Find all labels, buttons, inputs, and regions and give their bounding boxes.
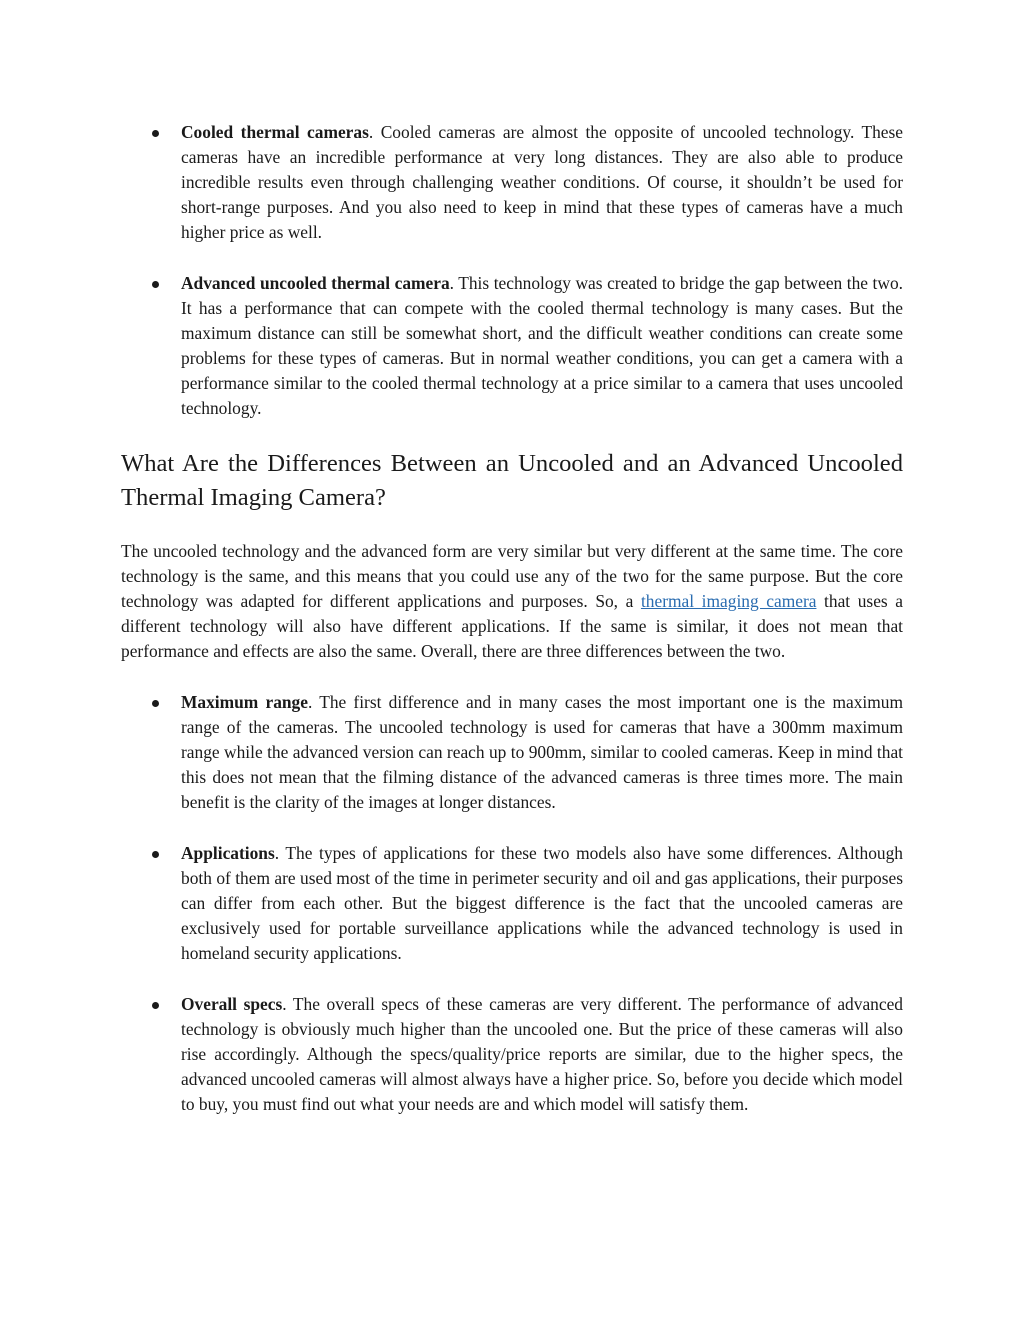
bullet-term: Maximum range (181, 692, 308, 712)
list-item-applications (121, 841, 903, 966)
bullet-icon (152, 851, 159, 858)
section-heading: What Are the Differences Between an Uncooled and an Advanced Uncooled Thermal Imaging Camera? (121, 450, 903, 511)
list-item-overall-specs (121, 992, 903, 1117)
bullet-term: Cooled thermal cameras (181, 122, 369, 142)
bullet-icon (152, 1002, 159, 1009)
bullet-text: . This technology was created to bridge the gap between the two. It has a performance that can compete with the cooled thermal technology is many cases. But the maximum distance can still be somewhat short, and the difficult weather conditions can create some problems for these types of cameras. But in normal weather conditions, you can get a camera with a performance similar to the cooled thermal technology at a price similar to a camera that uses uncooled technology. (181, 273, 903, 418)
differences-list (121, 690, 903, 1117)
bullet-term: Applications (181, 843, 275, 863)
bullet-text: . The first difference and in many cases the most important one is the maximum range of the cameras. The uncooled technology is used for cameras that have a 300mm maximum range while the advanced version can reach up to 900mm, similar to cooled cameras. Keep in mind that this does not mean that the filming distance of the advanced cameras is three times more. The main benefit is the clarity of the images at longer distances. (181, 692, 903, 812)
bullet-term: Advanced uncooled thermal camera (181, 273, 450, 293)
list-item-advanced-uncooled-thermal-camera (121, 271, 903, 421)
bullet-icon (152, 281, 159, 288)
bullet-icon (152, 700, 159, 707)
bullet-term: Overall specs (181, 994, 283, 1014)
intro-text-before-link: The uncooled technology and the advanced form are very similar but very different at the same time. The core technology is the same, and this means that you could use any of the two for the same purpose. But the core technology was adapted for different applications and purposes. So, a (121, 541, 903, 611)
bullet-icon (152, 130, 159, 137)
thermal-imaging-camera-link[interactable]: thermal imaging camera (640, 591, 817, 611)
bullet-text: . The overall specs of these cameras are very different. The performance of advanced technology is obviously much higher than the uncooled one. But the price of these cameras will also rise accordingly. Although the specs/quality/price reports are similar, due to the higher specs, the advanced uncooled cameras will almost always have a higher price. So, before you decide which model to buy, you must find out what your needs are and which model will satisfy them. (181, 994, 903, 1114)
list-item-maximum-range (121, 690, 903, 815)
intro-text-after-link: that uses a different technology will also have different applications. If the same is similar, it does not mean that performance and effects are also the same. Overall, there are three differences between the two. (121, 591, 903, 661)
bullet-text: . The types of applications for these two models also have some differences. Although both of them are used most of the time in perimeter security and oil and gas applications, their purposes can differ from each other. But the biggest difference is the fact that the uncooled cameras are exclusively used for portable surveillance applications while the advanced technology is used in homeland security applications. (181, 843, 903, 963)
bullet-text: . Cooled cameras are almost the opposite of uncooled technology. These cameras have an incredible performance at very long distances. They are also able to produce incredible results even through challenging weather conditions. Of course, it shouldn’t be used for short-range purposes. And you also need to keep in mind that these types of cameras have a much higher price as well. (181, 122, 903, 242)
list-item-cooled-thermal-cameras (121, 120, 903, 245)
document-page (121, 120, 903, 1143)
camera-types-list (121, 120, 903, 421)
intro-paragraph (121, 539, 903, 664)
